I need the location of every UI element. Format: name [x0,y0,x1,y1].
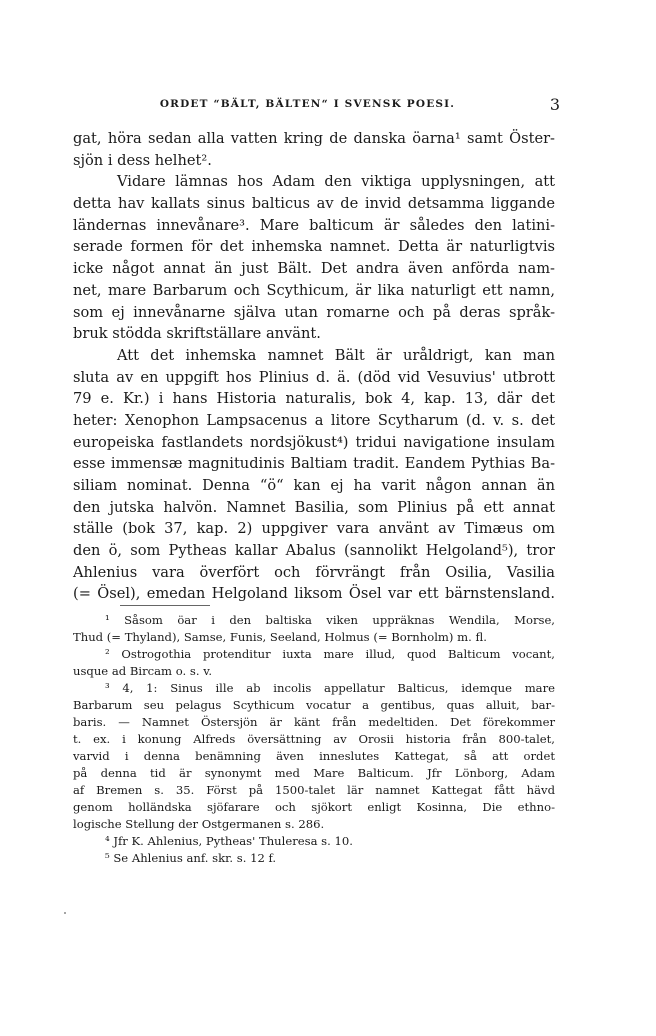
footnote-line: varvid i denna benämning även inneslutes Kattegat, så att ordet [73,749,555,763]
text-line: detta hav kallats sinus balticus av de invid detsamma liggande [73,195,555,213]
text-line: Att det inhemska namnet Bält är uråldrigt, kan man [117,346,555,364]
text-line: Ahlenius vara överfört och förvrängt från Osilia, Vasilia [73,563,555,581]
footnote-line: ² Ostrogothia protenditur iuxta mare illud, quod Balticum vocant, [105,647,555,661]
footnote-line: usque ad Bircam o. s. v. [73,664,213,678]
text-line: esse immensæ magnitudinis Baltiam tradit. Eandem Pythias Ba- [73,455,555,473]
text-line: (= Ösel), emedan Helgoland liksom Ösel var ett bärnstensland. [73,585,555,603]
footnote-line: Thud (= Thyland), Samse, Funis, Seeland, Holmus (= Bornholm) m. fl. [73,630,487,644]
page-number: 3 [549,95,560,114]
footnote-line: ³ 4, 1: Sinus ille ab incolis appellatur Balticus, idemque mare [105,681,555,695]
text-line: serade formen för det inhemska namnet. Detta är naturligtvis [73,238,555,256]
print-speck [64,912,66,914]
footnotes [73,612,555,867]
text-line: 79 e. Kr.) i hans Historia naturalis, bok 4, kap. 13, där det [73,390,555,408]
text-line: ländernas innevånare³. Mare balticum är således den latini- [73,216,555,234]
text-line: den ö, som Pytheas kallar Abalus (sannolikt Helgoland⁵), tror [73,542,555,560]
footnote-line: logische Stellung der Ostgermanen s. 286. [73,817,325,831]
footnote-line: af Bremen s. 35. Först på 1500-talet lär namnet Kattegat fått hävd [73,783,555,797]
text-line: heter: Xenophon Lampsacenus a litore Scytharum (d. v. s. det [73,411,555,429]
text-line: gat, höra sedan alla vatten kring de danska öarna¹ samt Öster- [73,130,555,147]
page-header [75,95,560,116]
running-title: ORDET “BÄLT, BÄLTEN“ I SVENSK POESI. [159,98,456,110]
footnote-line: på denna tid är synonymt med Mare Balticum. Jfr Lönborg, Adam [73,766,555,780]
footnote-line: t. ex. i konung Alfreds översättning av Orosii historia från 800-talet, [73,732,555,746]
text-line: siliam nominat. Denna “ö“ kan ej ha varit någon annan än [73,477,555,494]
footnote-line: ⁵ Se Ahlenius anf. skr. s. 12 f. [105,851,277,865]
text-line: bruk stödda skriftställare använt. [73,325,321,343]
text-line: europeiska fastlandets nordsjökust⁴) tridui navigatione insulam [73,433,555,451]
text-line: den jutska halvön. Namnet Basilia, som Plinius på ett annat [73,498,555,516]
footnote-line: ⁴ Jfr K. Ahlenius, Pytheas' Thuleresa s. 10. [105,834,353,848]
footnote-separator [120,605,210,606]
text-line: sluta av en uppgift hos Plinius d. ä. (död vid Vesuvius' utbrott [73,368,555,386]
footnote-line: ¹ Såsom öar i den baltiska viken uppräknas Wendila, Morse, [105,613,555,627]
footnote-line: baris. — Namnet Östersjön är känt från medeltiden. Det förekommer [73,715,555,729]
main-text [73,128,555,605]
text-line: net, mare Barbarum och Scythicum, är lika naturligt ett namn, [73,281,555,299]
text-line: ställe (bok 37, kap. 2) uppgiver vara använt av Timæus om [73,520,555,538]
text-line: icke något annat än just Bält. Det andra även anförda nam- [73,260,555,278]
footnote-line: Barbarum seu pelagus Scythicum vocatur a gentibus, quas alluit, bar- [73,698,555,712]
text-line: sjön i dess helhet². [73,151,212,169]
footnote-line: genom holländska sjöfarare och sjökort enligt Kosinna, Die ethno- [73,800,555,814]
text-line: som ej innevånarne själva utan romarne och på deras språk- [73,303,555,321]
text-line: Vidare lämnas hos Adam den viktiga upplysningen, att [117,173,555,191]
